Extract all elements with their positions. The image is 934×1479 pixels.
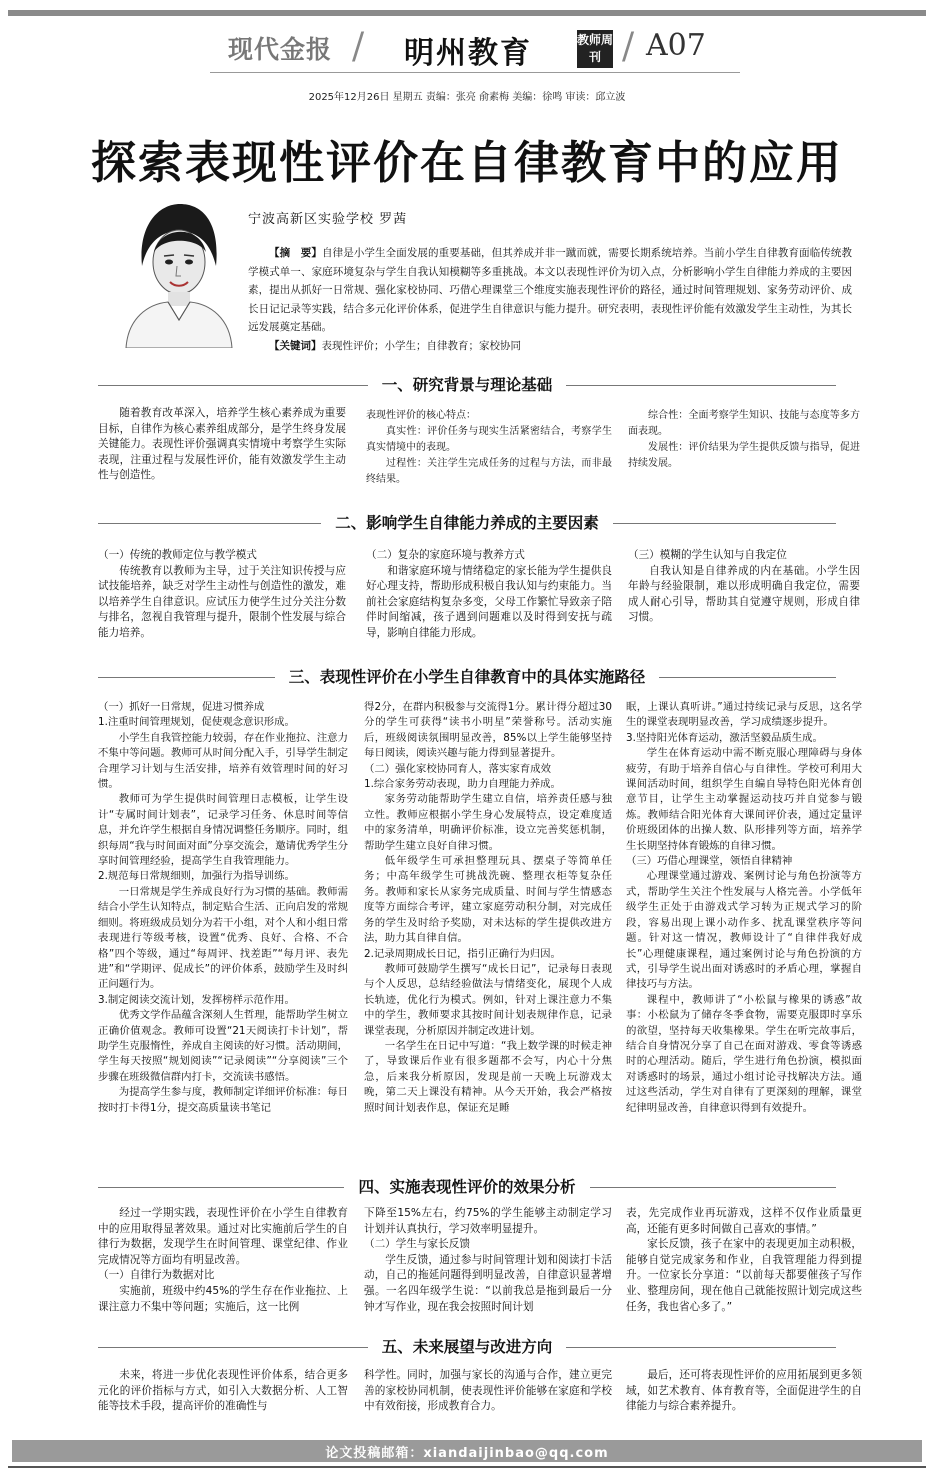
subheading: （一）抓好一日常规，促进习惯养成 bbox=[98, 701, 265, 713]
paragraph: 表现性评价的核心特点： bbox=[366, 410, 476, 421]
paragraph: 家务劳动能帮助学生建立自信，培养责任感与独立性。教师应根据小学生身心发展特点，设定难度适中的家务清单，明确评价标准，设立完善奖惩机制，帮助学生建立良好自律习惯。 bbox=[364, 793, 612, 852]
abstract-label: 【摘 要】 bbox=[269, 247, 323, 259]
keywords-text: 表现性评价；小学生；自律教育；家校协同 bbox=[321, 339, 521, 352]
paragraph: 传统教育以教师为主导，过于关注知识传授与应试技能培养，缺乏对学生主动性与创造性的激发，难以培养学生自律意识。应试压力使学生过分关注分数与排名，忽视自我管理与提升，限制个性发展与综合能力培养。 bbox=[98, 564, 346, 639]
subheading: （二）复杂的家庭环境与教养方式 bbox=[366, 549, 525, 561]
paragraph: 教师可鼓励学生撰写“成长日记”，记录每日表现与个人反思，总结经验做法与情绪变化，展现个人成长轨迹，优化行为模式。例如，针对上课注意力不集中的学生，教师要求其按时间计划表规律作息，记录课堂表现，分析原因并制定改进计划。 bbox=[364, 962, 612, 1037]
paragraph: 家长反馈，孩子在家中的表现更加主动积极，能够自觉完成家务和作业，自我管理能力得到提升。一位家长分享道：“以前每天都要催孩子写作业、整理房间，现在他自己就能按照计划完成这些任务，我也省心多了。” bbox=[626, 1238, 862, 1313]
footer-email-text: 论文投稿邮箱：xiandaijinbao@qq.com bbox=[325, 1446, 609, 1461]
s2-column-3 bbox=[628, 548, 860, 626]
s2-column-1 bbox=[98, 548, 346, 642]
paragraph: 一名学生在日记中写道：“我上数学课的时候走神了，导致课后作业有很多题都不会写，内心十分焦急，后来我分析原因，发现是前一天晚上玩游戏太晚，第二天上课没有精神。从今天开始，我会严格按照时间计划表作息，保证充足睡 bbox=[364, 1039, 612, 1114]
footer-submission-banner bbox=[0, 1440, 934, 1462]
paragraph: 得2分，在群内积极参与交流得1分。累计得分超过30分的学生可获得“读书小明星”荣誉称号。活动实施后，班级阅读氛围明显改善，85%以上学生能够坚持每日阅读，阅读兴趣与能力得到显著提升。 bbox=[364, 701, 612, 760]
s3-column-3 bbox=[626, 700, 862, 1116]
s4-column-3 bbox=[626, 1206, 862, 1315]
paragraph: 为提高学生参与度，教师制定详细评价标准：每日按时打卡得1分，提交高质量读书笔记 bbox=[98, 1086, 348, 1114]
s1-column-3 bbox=[628, 408, 860, 472]
paragraph: 小学生自我管控能力较弱，存在作业拖拉、注意力不集中等问题。教师可从时间分配入手，引导学生制定合理学习计划与生活安排，培养有效管理时间的好习惯。 bbox=[98, 731, 348, 791]
subheading: （二）强化家校协同育人，落实家育成效 bbox=[364, 762, 552, 775]
masthead-divider: / bbox=[622, 26, 635, 67]
paragraph: 心理课堂通过游戏、案例讨论与角色扮演等方式，帮助学生关注个性发展与人格完善。小学低年级学生正处于由游戏式学习转为正规式学习的阶段，容易出现上课小动作多、扰乱课堂秩序等问题。针对这一情况，教师设计了“自律伴我好成长”心理健康课程，通过案例讨论与角色扮演的方式，引导学生说出面对诱惑时的矛盾心理，掌握自律技巧与方法。 bbox=[626, 870, 862, 991]
paragraph: 课程中，教师讲了“小松鼠与橡果的诱惑”故事：小松鼠为了储存冬季食物，需要克服即时享乐的欲望，坚持每天收集橡果。学生在听完故事后，结合自身情况分享了自己在面对游戏、零食等诱惑时的心理活动。随后，学生进行角色扮演，模拟面对诱惑时的场景，通过小组讨论寻找解决方法。通过这些活动，学生对自律有了更深刻的理解，课堂纪律明显改善，自律意识得到有效提升。 bbox=[626, 993, 862, 1114]
subheading: 3.坚持阳光体育运动，激活坚毅品质生成。 bbox=[626, 731, 823, 744]
paragraph: 眠，上课认真听讲。”通过持续记录与反思，这名学生的课堂表现明显改善，学习成绩逐步提升。 bbox=[626, 701, 862, 729]
section-title: 三、表现性评价在小学生自律教育中的具体实施路径 bbox=[275, 668, 660, 686]
author-photo bbox=[120, 196, 238, 348]
keywords bbox=[248, 337, 852, 356]
paragraph: 科学性。同时，加强与家长的沟通与合作，建立更完善的家校协同机制，使表现性评价能够在家庭和学校中有效衔接，形成教育合力。 bbox=[364, 1369, 612, 1413]
paragraph: 随着教育改革深入，培养学生核心素养成为重要目标，自律作为核心素养组成部分，是学生终身发展关键能力。表现性评价强调真实情境中考察学生实际表现，注重过程与发展性评价，能有效激发学生主动性与创造性。 bbox=[98, 407, 346, 482]
paragraph: 表，先完成作业再玩游戏，这样不仅作业质量更高，还能有更多时间做自己喜欢的事情。” bbox=[626, 1207, 862, 1235]
abstract bbox=[248, 244, 852, 337]
subheading: （一）自律行为数据对比 bbox=[98, 1269, 215, 1282]
paragraph: 经过一学期实践，表现性评价在小学生自律教育中的应用取得显著效果。通过对比实施前后学生的自律行为数据，发现学生在时间管理、课堂纪律、作业完成情况等方面均有明显改善。 bbox=[98, 1207, 348, 1266]
abstract-text: 自律是小学生全面发展的重要基础，但其养成并非一蹴而就，需要长期系统培养。当前小学生自律教育面临传统教学模式单一、家庭环境复杂与学生自我认知模糊等多重挑战。本文以表现性评价为切入点，分析影响小学生自律能力养成的主要因素，提出从抓好一日常规、强化家校协同、巧借心理课堂三个维度实施表现性评价的路径，通过时间管理规划、家务劳动评价、成长日记记录等实践，结合多元化评价体系，促进学生自律意识与能力提升。研究表明，表现性评价能有效激发学生主动性，为其长远发展奠定基础。 bbox=[248, 247, 853, 333]
paragraph: 教师可为学生提供时间管理日志模板，让学生设计“专属时间计划表”，记录学习任务、休息时间等信息，并允许学生根据自身情况调整任务顺序。同时，组织每周“我与时间面对面”分享交流会，邀请优秀学生分享时间管理经验，提高学生自我管理能力。 bbox=[98, 793, 348, 868]
paragraph: 发展性：评价结果为学生提供反馈与指导，促进持续发展。 bbox=[628, 442, 860, 469]
s1-column-1 bbox=[98, 406, 346, 484]
masthead-divider: / bbox=[352, 26, 365, 67]
section-title: 五、未来展望与改进方向 bbox=[368, 1338, 567, 1356]
paragraph: 低年级学生可承担整理玩具、摆桌子等简单任务；中高年级学生可挑战洗碗、整理衣柜等复杂任务。教师和家长从家务完成质量、时间与学生情感态度等方面综合考评，建立家庭劳动积分制，对完成任务的学生及时给予奖励，对未达标的学生提供改进方法，助力其自律自信。 bbox=[364, 855, 612, 945]
paragraph: 一日常规是学生养成良好行为习惯的基础。教师需结合小学生认知特点，制定贴合生活、正向启发的常规细则。将班级成员划分为若干小组，对个人和小组日常表现进行等级考核，设置“优秀、良好、合格、不合格”四个等级，通过“每周评、找差距”“每月评、表先进”和“学期评、促成长”的评价体系，鼓励学生及时纠正问题行为。 bbox=[98, 885, 348, 991]
paragraph: 最后，还可将表现性评价的应用拓展到更多领域，如艺术教育、体育教育等，全面促进学生的自律能力与综合素养提升。 bbox=[626, 1369, 862, 1413]
paragraph: 和谐家庭环境与情绪稳定的家长能为学生提供良好心理支持，帮助形成积极自我认知与约束能力。当前社会家庭结构复杂多变，父母工作繁忙导致亲子陪伴时间缩减，孩子遇到问题难以及时得到安抚与疏导，影响自律能力形成。 bbox=[366, 564, 612, 639]
abstract-block bbox=[248, 244, 852, 355]
s4-column-2 bbox=[364, 1206, 612, 1315]
section-title: 四、实施表现性评价的效果分析 bbox=[344, 1178, 589, 1196]
subheading: 2.规范每日常规细则，加强行为指导训练。 bbox=[98, 870, 295, 883]
dateline: 2025年12月26日 星期五 责编：张亮 俞素梅 美编：徐鸣 审读：邱立波 bbox=[308, 92, 626, 103]
paragraph: 未来，将进一步优化表现性评价体系，结合更多元化的评价指标与方式，如引入大数据分析、人工智能等技术手段，提高评价的准确性与 bbox=[98, 1369, 348, 1413]
bottom-rule bbox=[8, 1466, 926, 1468]
section-heading-2 bbox=[0, 512, 934, 534]
section-heading-4 bbox=[0, 1176, 934, 1198]
subheading: （一）传统的教师定位与教学模式 bbox=[98, 549, 257, 561]
masthead-newspaper-name: 现代金报 bbox=[228, 35, 333, 64]
masthead-section-name: 明州教育 bbox=[404, 36, 532, 71]
top-rule bbox=[8, 10, 926, 16]
s3-column-1 bbox=[98, 700, 348, 1116]
section-heading-5 bbox=[0, 1336, 934, 1358]
subheading: （三）模糊的学生认知与自我定位 bbox=[628, 549, 787, 561]
paragraph: 学生在体育运动中需不断克服心理障碍与身体疲劳，有助于培养自信心与自律性。学校可利用大课间活动时间，组织学生自编自导特色阳光体育创意节目，让学生主动掌握运动技巧并自觉参与锻炼。教师结合阳光体育大课间评价表，通过定量评价班级团体的出操人数、队形排列等方面，培养学生长期坚持体育锻炼的自律习惯。 bbox=[626, 747, 862, 852]
s5-column-1 bbox=[98, 1368, 348, 1415]
masthead-rule bbox=[210, 72, 740, 73]
author-byline: 宁波高新区实验学校 罗茜 bbox=[248, 212, 408, 227]
section-heading-3 bbox=[0, 666, 934, 688]
section-title: 一、研究背景与理论基础 bbox=[368, 376, 567, 394]
paragraph: 实施前，班级中约45%的学生存在作业拖拉、上课注意力不集中等问题；实施后，这一比例 bbox=[98, 1284, 348, 1313]
keywords-label: 【关键词】 bbox=[269, 339, 322, 352]
masthead bbox=[0, 24, 934, 74]
subheading: 1.综合家务劳动表现，助力自理能力养成。 bbox=[364, 778, 561, 791]
subheading: 2.记录周期成长日记，指引正确行为归因。 bbox=[364, 947, 561, 960]
s2-column-2 bbox=[366, 548, 612, 642]
paragraph: 综合性：全面考察学生知识、技能与态度等多方面表现。 bbox=[628, 410, 860, 437]
paragraph: 学生反馈，通过参与时间管理计划和阅读打卡活动，自己的拖延问题得到明显改善，自律意识显著增强。一名四年级学生说：“以前我总是拖到最后一分钟才写作业，现在我会按照时间计划 bbox=[364, 1253, 612, 1313]
s5-column-2 bbox=[364, 1368, 612, 1415]
s4-column-1 bbox=[98, 1206, 348, 1315]
paragraph: 下降至15%左右，约75%的学生能够主动制定学习计划并认真执行，学习效率明显提升。 bbox=[364, 1207, 612, 1235]
masthead-weekly-badge: 教师周刊 bbox=[577, 30, 613, 68]
s5-column-3 bbox=[626, 1368, 862, 1415]
paragraph: 过程性：关注学生完成任务的过程与方法，而非最终结果。 bbox=[366, 458, 612, 485]
subheading: （二）学生与家长反馈 bbox=[364, 1238, 470, 1251]
subheading: 3.制定阅读交流计划，发挥榜样示范作用。 bbox=[98, 993, 295, 1006]
section-heading-1 bbox=[0, 374, 934, 396]
paragraph: 真实性：评价任务与现实生活紧密结合，考察学生真实情境中的表现。 bbox=[366, 426, 612, 453]
subheading: （三）巧借心理课堂，领悟自律精神 bbox=[626, 855, 793, 868]
paragraph: 自我认知是自律养成的内在基础。小学生因年龄与经验限制，难以形成明确自我定位，需要成人耐心引导，帮助其自觉遵守规则，形成自律习惯。 bbox=[628, 564, 860, 624]
subheading: 1.注重时间管理规划，促使观念意识形成。 bbox=[98, 716, 295, 729]
headline: 探索表现性评价在自律教育中的应用 bbox=[90, 136, 843, 189]
masthead-page-number: A07 bbox=[646, 28, 706, 63]
s1-column-2 bbox=[366, 408, 612, 488]
paragraph: 优秀文学作品蕴含深刻人生哲理，能帮助学生树立正确价值观念。教师可设置“21天阅读打卡计划”，帮助学生克服惰性，养成自主阅读的好习惯。活动期间，学生每天按照“规划阅读”“记录阅读”“分享阅读”三个步骤在班级微信群内打卡，交流读书感悟。 bbox=[98, 1009, 348, 1083]
section-title: 二、影响学生自律能力养成的主要因素 bbox=[321, 514, 613, 532]
s3-column-2 bbox=[364, 700, 612, 1116]
